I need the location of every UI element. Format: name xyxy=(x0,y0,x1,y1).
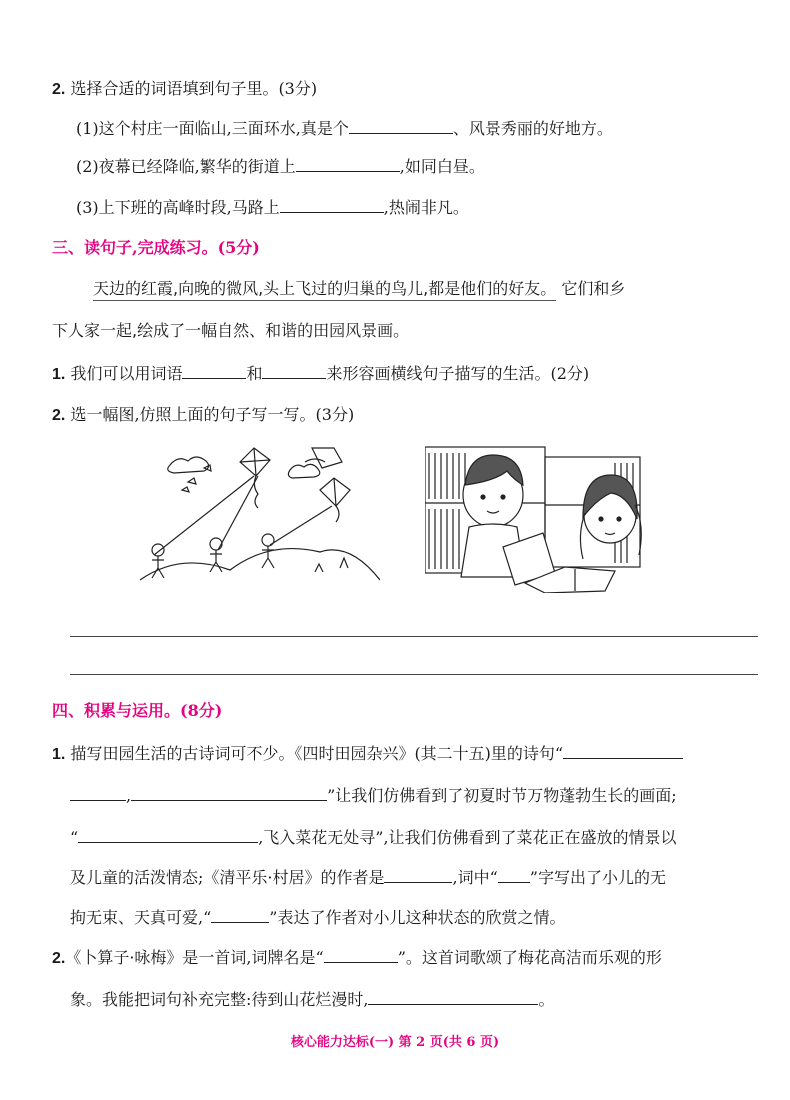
answer-blank[interactable] xyxy=(280,196,384,213)
q2-title: 2. 选择合适的词语填到句子里。(3分) xyxy=(52,79,318,98)
answer-blank[interactable] xyxy=(296,155,400,172)
answer-blank[interactable] xyxy=(324,946,398,963)
section4-title: 四、积累与运用。(8分) xyxy=(52,701,223,720)
page-footer: 核心能力达标(一) 第 2 页(共 6 页) xyxy=(290,1035,500,1050)
answer-blank[interactable] xyxy=(262,362,326,379)
passage-line-2: 下人家一起,绘成了一幅自然、和谐的田园风景画。 xyxy=(52,321,410,340)
answer-blank[interactable] xyxy=(384,866,452,883)
answer-blank[interactable] xyxy=(78,826,258,843)
writing-line[interactable] xyxy=(70,636,758,637)
answer-blank[interactable] xyxy=(349,117,453,134)
s3-q2: 2. 选一幅图,仿照上面的句子写一写。(3分) xyxy=(52,405,355,424)
writing-line[interactable] xyxy=(70,674,758,675)
kite-flying-illustration xyxy=(140,440,380,585)
answer-blank[interactable] xyxy=(131,784,327,801)
q2-item-1: (1)这个村庄一面临山,三面环水,真是个 、风景秀丽的好地方。 xyxy=(76,119,613,138)
s4-q2-line1: 2.《卜算子·咏梅》是一首词,词牌名是“ ”。这首词歌颂了梅花高洁而乐观的形 xyxy=(52,948,662,967)
passage-line-1: 天边的红霞,向晚的微风,头上飞过的归巢的鸟儿,都是他们的好友。 它们和乡 xyxy=(93,278,625,300)
reading-library-illustration xyxy=(425,443,645,593)
underlined-sentence: 天边的红霞,向晚的微风,头上飞过的归巢的鸟儿,都是他们的好友。 xyxy=(93,279,556,301)
answer-blank[interactable] xyxy=(498,866,530,883)
s4-q2-line2: 象。我能把词句补充完整:待到山花烂漫时, 。 xyxy=(70,990,555,1009)
s4-q1-line5: 拘无束、天真可爱,“ ”表达了作者对小儿这种状态的欣赏之情。 xyxy=(70,908,566,927)
answer-blank[interactable] xyxy=(368,988,538,1005)
s4-q1-line2: , ”让我们仿佛看到了初夏时节万物蓬勃生长的画面; xyxy=(70,784,677,807)
s3-q1: 1. 我们可以用词语 和 来形容画横线句子描写的生活。(2分) xyxy=(52,364,590,383)
s4-q1-line3: “ ,飞入菜花无处寻”,让我们仿佛看到了菜花正在盛放的情景以 xyxy=(70,828,677,847)
answer-blank[interactable] xyxy=(182,362,246,379)
section3-title: 三、读句子,完成练习。(5分) xyxy=(52,238,260,257)
s4-q1-line4: 及儿童的活泼情态;《清平乐·村居》的作者是 ,词中“ ”字写出了小儿的无 xyxy=(70,868,666,887)
s4-q1-line1: 1. 描写田园生活的古诗词可不少。《四时田园杂兴》(其二十五)里的诗句“ xyxy=(52,742,683,766)
answer-blank[interactable] xyxy=(563,742,683,759)
q2-item-3: (3)上下班的高峰时段,马路上 ,热闹非凡。 xyxy=(76,198,469,217)
answer-blank[interactable] xyxy=(70,784,126,801)
answer-blank[interactable] xyxy=(211,906,269,923)
q2-item-2: (2)夜幕已经降临,繁华的街道上 ,如同白昼。 xyxy=(76,157,485,176)
